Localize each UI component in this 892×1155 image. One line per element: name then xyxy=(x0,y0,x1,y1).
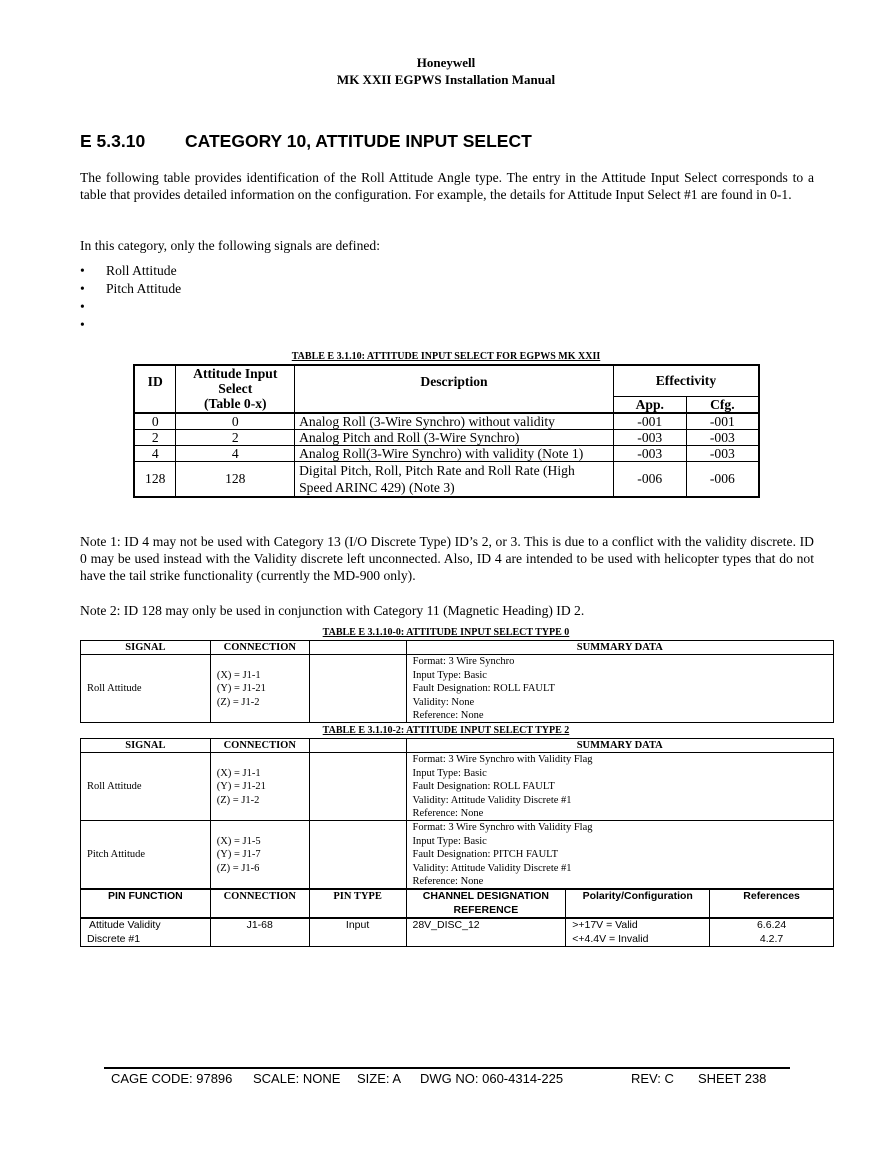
cell-connection: (X) = J1-1 (Y) = J1-21 (Z) = J1-2 xyxy=(210,753,309,821)
note-1: Note 1: ID 4 may not be used with Category 13 (I/O Discrete Type) ID’s 2, or 3. This is due to a conflict with the validity discrete. ID 0 may be used instead with the Validity discrete left unconnected. Also, ID 4 are intended to be used with helicopter types that do not have the tail strike functionality (currently the MD-900 only). xyxy=(80,534,814,583)
cell-app: -003 xyxy=(613,445,686,461)
table-row xyxy=(134,461,759,497)
cell-connection: (X) = J1-5 (Y) = J1-7 (Z) = J1-6 xyxy=(210,821,309,890)
cell-pin-type: Input xyxy=(309,918,406,946)
header-connection: CONNECTION xyxy=(210,641,309,655)
bullet-item: • xyxy=(80,299,85,314)
header-id: ID xyxy=(134,365,176,396)
note-2: Note 2: ID 128 may only be used in conjunction with Category 11 (Magnetic Heading) ID 2. xyxy=(80,603,585,618)
section-number: E 5.3.10 xyxy=(80,131,146,151)
cell-cfg: -001 xyxy=(686,413,759,430)
cell-select: 4 xyxy=(176,445,295,461)
footer-rule xyxy=(104,1067,790,1069)
footer-sheet: SHEET 238 xyxy=(698,1071,767,1086)
cell-select: 128 xyxy=(176,461,295,497)
header-cfg: Cfg. xyxy=(686,396,759,413)
cell-app: -003 xyxy=(613,429,686,445)
header-pin-connection: CONNECTION xyxy=(210,889,309,918)
cell-id: 2 xyxy=(134,429,176,445)
header-channel-designation: CHANNEL DESIGNATION REFERENCE xyxy=(406,889,566,918)
header-signal: SIGNAL xyxy=(81,739,211,753)
cell-cfg: -006 xyxy=(686,461,759,497)
header-connection: CONNECTION xyxy=(210,739,309,753)
cell-signal: Pitch Attitude xyxy=(81,821,211,890)
table-row xyxy=(81,918,834,946)
table-row xyxy=(134,445,759,461)
footer-dwg-no: DWG NO: 060-4314-225 xyxy=(420,1071,564,1086)
table3-caption: TABLE E 3.1.10-2: ATTITUDE INPUT SELECT TYPE 2 xyxy=(322,725,570,736)
cell-select: 2 xyxy=(176,429,295,445)
footer-cage-code: CAGE CODE: 97896 xyxy=(111,1071,233,1086)
header-references: References xyxy=(710,889,834,918)
cell-summary: Format: 3 Wire Synchro Input Type: Basic Fault Designation: ROLL FAULT Validity: None Reference: None xyxy=(406,655,833,723)
header-description: Description xyxy=(295,365,614,396)
table-row xyxy=(81,753,834,821)
attitude-input-select-table xyxy=(133,364,760,498)
cell-id: 128 xyxy=(134,461,176,497)
header-attitude-input-select: Attitude Input Select xyxy=(176,365,295,396)
table2-caption: TABLE E 3.1.10-0: ATTITUDE INPUT SELECT TYPE 0 xyxy=(322,627,570,638)
cell-connection: (X) = J1-1 (Y) = J1-21 (Z) = J1-2 xyxy=(210,655,309,723)
cell-description: Analog Pitch and Roll (3-Wire Synchro) xyxy=(295,429,614,445)
section-title: CATEGORY 10, ATTITUDE INPUT SELECT xyxy=(185,131,532,151)
footer-size: SIZE: A xyxy=(357,1071,402,1086)
cell-summary: Format: 3 Wire Synchro with Validity Flag Input Type: Basic Fault Designation: ROLL FAULT Validity: Attitude Validity Discrete #1 Reference: None xyxy=(406,753,834,821)
cell-polarity: >+17V = Valid <+4.4V = Invalid xyxy=(566,918,710,946)
table-row xyxy=(81,821,834,890)
cell-app: -001 xyxy=(613,413,686,430)
bullet-item: • xyxy=(80,317,85,332)
header-table-ref: (Table 0-x) xyxy=(176,396,295,413)
cell-cfg: -003 xyxy=(686,445,759,461)
cell-description: Analog Roll (3-Wire Synchro) without validity xyxy=(295,413,614,430)
cell-description: Analog Roll(3-Wire Synchro) with validity (Note 1) xyxy=(295,445,614,461)
cell-id: 0 xyxy=(134,413,176,430)
table-row xyxy=(134,429,759,445)
header-summary: SUMMARY DATA xyxy=(406,739,834,753)
cell-pin-connection: J1-68 xyxy=(210,918,309,946)
cell-summary: Format: 3 Wire Synchro with Validity Flag Input Type: Basic Fault Designation: PITCH FAULT Validity: Attitude Validity Discrete #1 Reference: None xyxy=(406,821,834,890)
type2-table xyxy=(80,738,834,947)
cell-signal: Roll Attitude xyxy=(81,655,211,723)
header-polarity: Polarity/Configuration xyxy=(566,889,710,918)
bullet-item: • Pitch Attitude xyxy=(80,281,182,296)
footer-rev: REV: C xyxy=(631,1071,674,1086)
bullet-list xyxy=(80,262,181,334)
cell-app: -006 xyxy=(613,461,686,497)
header-manual-title: MK XXII EGPWS Installation Manual xyxy=(336,72,556,87)
header-signal: SIGNAL xyxy=(81,641,211,655)
cell-id: 4 xyxy=(134,445,176,461)
cell-references: 6.6.24 4.2.7 xyxy=(710,918,834,946)
cell-description: Digital Pitch, Roll, Pitch Rate and Roll Rate (High Speed ARINC 429) (Note 3) xyxy=(295,461,614,497)
cell-pin-function: Attitude Validity Discrete #1 xyxy=(81,918,211,946)
table-row xyxy=(134,413,759,430)
cell-cfg: -003 xyxy=(686,429,759,445)
table1-caption: TABLE E 3.1.10: ATTITUDE INPUT SELECT FOR EGPWS MK XXII xyxy=(291,351,601,362)
type0-table xyxy=(80,640,834,723)
bullet-item: • Roll Attitude xyxy=(80,263,177,278)
cell-channel: 28V_DISC_12 xyxy=(406,918,566,946)
table-row xyxy=(81,655,834,723)
cell-signal: Roll Attitude xyxy=(81,753,211,821)
header-app: App. xyxy=(613,396,686,413)
header-company: Honeywell xyxy=(416,55,476,70)
cell-select: 0 xyxy=(176,413,295,430)
header-effectivity: Effectivity xyxy=(613,365,759,396)
header-pin-type: PIN TYPE xyxy=(309,889,406,918)
category-text: In this category, only the following signals are defined: xyxy=(80,238,380,253)
header-summary: SUMMARY DATA xyxy=(406,641,833,655)
header-pin-function: PIN FUNCTION xyxy=(81,889,211,918)
intro-paragraph: The following table provides identification of the Roll Attitude Angle type. The entry in the Attitude Input Select corresponds to a table that provides detailed information on the configuration. For example, the details for Attitude Input Select #1 are found in 0-1. xyxy=(80,170,814,202)
footer-scale: SCALE: NONE xyxy=(253,1071,341,1086)
